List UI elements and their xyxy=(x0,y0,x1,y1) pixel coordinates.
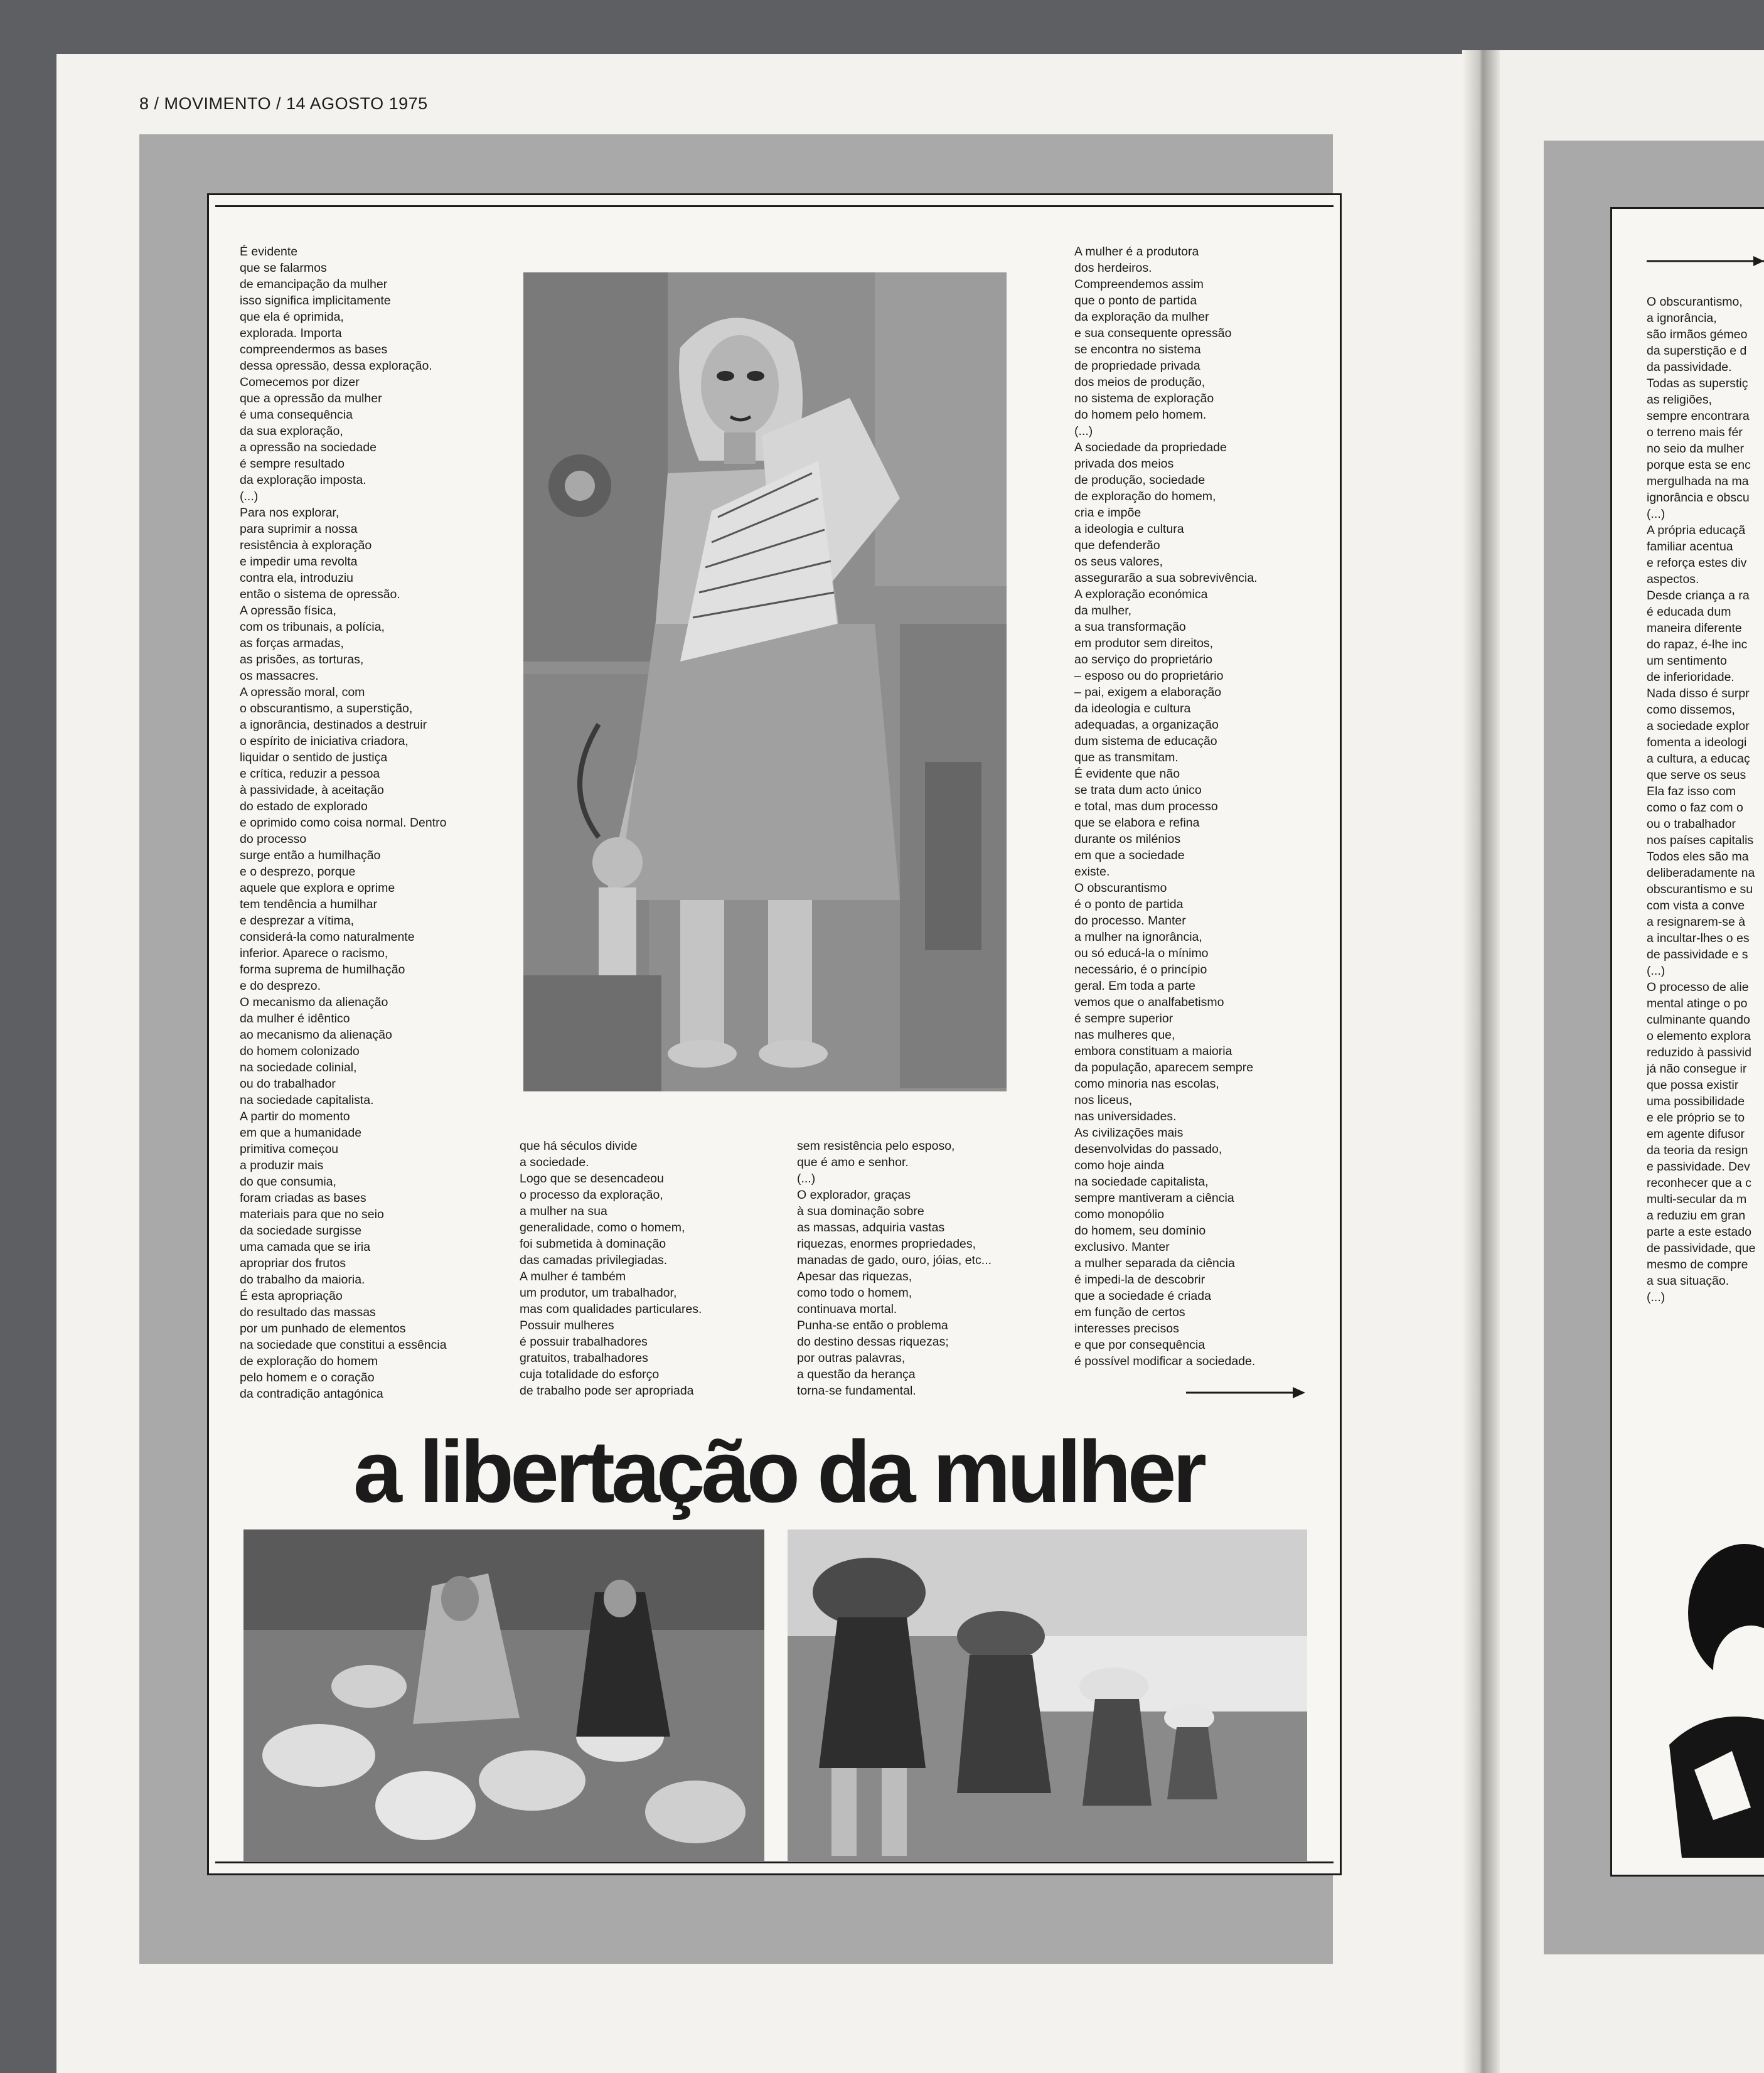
text-line: gratuitos, trabalhadores xyxy=(520,1351,648,1365)
text-line: continuava mortal. xyxy=(797,1302,897,1316)
text-line: do homem pelo homem. xyxy=(1074,408,1207,422)
text-line: que possa existir xyxy=(1647,1078,1739,1092)
text-line: explorada. Importa xyxy=(240,326,342,340)
text-line: a mulher na ignorância, xyxy=(1074,930,1202,944)
text-line: a reduziu em gran xyxy=(1647,1209,1746,1223)
text-line: materiais para que no seio xyxy=(240,1208,384,1221)
page-spine xyxy=(1462,50,1500,2073)
text-line: o processo da exploração, xyxy=(520,1188,663,1202)
text-line: uma camada que se iria xyxy=(240,1240,371,1254)
text-line: e ele próprio se to xyxy=(1647,1111,1745,1125)
text-line: que defenderão xyxy=(1074,538,1160,552)
text-line: (...) xyxy=(797,1172,816,1186)
mural-illustration xyxy=(523,272,1007,1091)
text-line: a sociedade. xyxy=(520,1155,589,1169)
text-line: da exploração da mulher xyxy=(1074,310,1209,324)
article-title: a libertação da mulher xyxy=(353,1422,1204,1521)
text-line: como monopólio xyxy=(1074,1208,1165,1221)
text-line: e reforça estes div xyxy=(1647,556,1747,570)
text-line: e desprezar a vítima, xyxy=(240,914,355,928)
text-line: da contradição antagónica xyxy=(240,1387,383,1401)
text-line: o elemento explora xyxy=(1647,1029,1751,1043)
text-line: do estado de explorado xyxy=(240,800,368,813)
text-line: a ideologia e cultura xyxy=(1074,522,1184,536)
text-line: que a opressão da mulher xyxy=(240,392,382,405)
text-line: – esposo ou do proprietário xyxy=(1074,669,1224,683)
text-line: da superstição e d xyxy=(1647,344,1747,358)
text-line: como o faz com o xyxy=(1647,801,1743,815)
text-line: pelo homem e o coração xyxy=(240,1371,375,1385)
text-line: da sociedade surgisse xyxy=(240,1224,362,1238)
text-line: Desde criança a ra xyxy=(1647,589,1750,603)
text-line: do homem, seu domínio xyxy=(1074,1224,1206,1238)
text-line: Apesar das riquezas, xyxy=(797,1270,912,1283)
text-line: privada dos meios xyxy=(1074,457,1174,471)
text-line: (...) xyxy=(240,490,259,503)
text-line: generalidade, como o homem, xyxy=(520,1221,685,1235)
text-line: mesmo de compre xyxy=(1647,1258,1748,1272)
text-line: a ignorância, xyxy=(1647,311,1717,325)
text-line: geral. Em toda a parte xyxy=(1074,979,1195,993)
text-line: do trabalho da maioria. xyxy=(240,1273,365,1287)
text-line: em que a humanidade xyxy=(240,1126,362,1140)
text-line: e impedir uma revolta xyxy=(240,555,358,569)
text-line: em que a sociedade xyxy=(1074,849,1185,862)
text-line: Logo que se desencadeou xyxy=(520,1172,664,1186)
text-line: A mulher é a produtora xyxy=(1074,245,1199,259)
text-line: ou o trabalhador xyxy=(1647,817,1736,831)
text-line: e oprimido como coisa normal. Dentro xyxy=(240,816,447,830)
text-line: A mulher é também xyxy=(520,1270,626,1283)
text-line: isso significa implicitamente xyxy=(240,294,391,308)
text-line: o obscurantismo, a superstição, xyxy=(240,702,413,715)
text-line: que as transmitam. xyxy=(1074,751,1179,764)
text-line: e passividade. Dev xyxy=(1647,1160,1750,1174)
text-line: é sempre resultado xyxy=(240,457,345,471)
text-line: as forças armadas, xyxy=(240,636,344,650)
text-line: de emancipação da mulher xyxy=(240,277,388,291)
text-line: é sempre superior xyxy=(1074,1012,1173,1026)
right-page-photo xyxy=(1657,1544,1764,1858)
text-line: O explorador, graças xyxy=(797,1188,911,1202)
text-line: do processo. Manter xyxy=(1074,914,1186,928)
text-line: é educada dum xyxy=(1647,605,1731,619)
text-line: A opressão física, xyxy=(240,604,336,618)
text-line: O processo de alie xyxy=(1647,980,1749,994)
text-line: que é amo e senhor. xyxy=(797,1155,909,1169)
text-line: Possuir mulheres xyxy=(520,1319,614,1332)
text-line: como todo o homem, xyxy=(797,1286,912,1300)
text-line: reconhecer que a c xyxy=(1647,1176,1751,1190)
text-line: na sociedade que constitui a essência xyxy=(240,1338,447,1352)
text-line: nos liceus, xyxy=(1074,1093,1133,1107)
text-line: apropriar dos frutos xyxy=(240,1256,346,1270)
text-line: ao serviço do proprietário xyxy=(1074,653,1213,667)
text-line: da passividade. xyxy=(1647,360,1732,374)
text-line: O obscurantismo xyxy=(1074,881,1167,895)
text-line: cuja totalidade do esforço xyxy=(520,1368,660,1381)
text-line: é possível modificar a sociedade. xyxy=(1074,1354,1256,1368)
text-line: em função de certos xyxy=(1074,1305,1185,1319)
text-line: (...) xyxy=(1647,507,1665,521)
text-line: da mulher, xyxy=(1074,604,1132,618)
text-line: foram criadas as bases xyxy=(240,1191,366,1205)
text-line: a resignarem-se à xyxy=(1647,915,1746,929)
text-line: do rapaz, é-lhe inc xyxy=(1647,638,1748,651)
right-page-column xyxy=(1647,294,1764,1305)
text-line: A partir do momento xyxy=(240,1110,350,1123)
text-line: a sociedade explor xyxy=(1647,719,1750,733)
text-line: de propriedade privada xyxy=(1074,359,1200,373)
text-line: É esta apropriação xyxy=(240,1289,343,1303)
text-line: surge então a humilhação xyxy=(240,849,381,862)
text-line: compreendermos as bases xyxy=(240,343,388,356)
text-line: ao mecanismo da alienação xyxy=(240,1028,392,1042)
text-line: uma possibilidade xyxy=(1647,1095,1745,1108)
text-line: mental atinge o po xyxy=(1647,997,1748,1010)
text-line: no sistema de exploração xyxy=(1074,392,1214,405)
text-line: da teoria da resign xyxy=(1647,1144,1748,1157)
text-line: da mulher é idêntico xyxy=(240,1012,350,1026)
text-line: A opressão moral, com xyxy=(240,685,365,699)
photo-women-carrying-baskets xyxy=(788,1529,1307,1862)
text-line: as religiões, xyxy=(1647,393,1713,407)
text-line: interesses precisos xyxy=(1074,1322,1179,1336)
text-line: Compreendemos assim xyxy=(1074,277,1204,291)
text-line: das camadas privilegiadas. xyxy=(520,1253,668,1267)
text-line: os seus valores, xyxy=(1074,555,1163,569)
text-line: primitiva começou xyxy=(240,1142,339,1156)
text-line: da ideologia e cultura xyxy=(1074,702,1191,715)
text-line: As civilizações mais xyxy=(1074,1126,1184,1140)
text-line: aspectos. xyxy=(1647,572,1699,586)
text-line: liquidar o sentido de justiça xyxy=(240,751,388,764)
article-column-2 xyxy=(520,1138,702,1399)
text-line: A exploração económica xyxy=(1074,587,1208,601)
text-line: Para nos explorar, xyxy=(240,506,339,520)
text-line: do que consumia, xyxy=(240,1175,336,1189)
text-line: durante os milénios xyxy=(1074,832,1181,846)
text-line: como hoje ainda xyxy=(1074,1159,1165,1172)
text-line: torna-se fundamental. xyxy=(797,1384,916,1398)
text-line: se encontra no sistema xyxy=(1074,343,1201,356)
text-line: foi submetida à dominação xyxy=(520,1237,666,1251)
text-line: por outras palavras, xyxy=(797,1351,906,1365)
text-line: com vista a conve xyxy=(1647,899,1745,913)
text-line: O obscurantismo, xyxy=(1647,295,1743,309)
text-line: a incultar-lhes o es xyxy=(1647,931,1750,945)
text-line: embora constituam a maioria xyxy=(1074,1044,1232,1058)
text-line: sempre mantiveram a ciência xyxy=(1074,1191,1234,1205)
text-line: os massacres. xyxy=(240,669,319,683)
text-line: o espírito de iniciativa criadora, xyxy=(240,734,409,748)
text-line: Punha-se então o problema xyxy=(797,1319,948,1332)
right-arrow-icon xyxy=(1647,254,1764,269)
text-line: na sociedade colinial, xyxy=(240,1061,357,1074)
text-line: – pai, exigem a elaboração xyxy=(1074,685,1222,699)
text-line: dos meios de produção, xyxy=(1074,375,1205,389)
text-line: assegurarão a sua sobrevivência. xyxy=(1074,571,1258,585)
text-line: em produtor sem direitos, xyxy=(1074,636,1214,650)
text-line: maneira diferente xyxy=(1647,621,1742,635)
article-column-1 xyxy=(240,244,447,1402)
text-line: (...) xyxy=(1647,1290,1665,1304)
text-line: de passividade e s xyxy=(1647,948,1748,962)
article-column-3 xyxy=(797,1138,992,1399)
text-line: e crítica, reduzir a pessoa xyxy=(240,767,380,781)
text-line: contra ela, introduziu xyxy=(240,571,354,585)
text-line: resistência à exploração xyxy=(240,538,372,552)
text-line: É evidente que não xyxy=(1074,767,1180,781)
text-line: da sua exploração, xyxy=(240,424,343,438)
text-line: multi-secular da m xyxy=(1647,1192,1747,1206)
text-line: é impedi-la de descobrir xyxy=(1074,1273,1205,1287)
text-line: tem tendência a humilhar xyxy=(240,897,377,911)
text-line: nos países capitalis xyxy=(1647,833,1754,847)
text-line: nas mulheres que, xyxy=(1074,1028,1175,1042)
text-line: no seio da mulher xyxy=(1647,442,1745,456)
text-line: como dissemos, xyxy=(1647,703,1735,717)
text-line: ou do trabalhador xyxy=(240,1077,336,1091)
text-line: de exploração do homem xyxy=(240,1354,378,1368)
text-line: como minoria nas escolas, xyxy=(1074,1077,1219,1091)
text-line: e total, mas dum processo xyxy=(1074,800,1218,813)
text-line: as prisões, as torturas, xyxy=(240,653,364,667)
text-line: que há séculos divide xyxy=(520,1139,638,1153)
text-line: o terreno mais fér xyxy=(1647,426,1743,439)
text-line: que ela é oprimida, xyxy=(240,310,344,324)
text-line: forma suprema de humilhação xyxy=(240,963,405,977)
text-line: vemos que o analfabetismo xyxy=(1074,995,1224,1009)
text-line: por um punhado de elementos xyxy=(240,1322,406,1336)
text-line: em agente difusor xyxy=(1647,1127,1745,1141)
text-line: (...) xyxy=(1074,424,1093,438)
text-line: Todos eles são ma xyxy=(1647,850,1749,864)
text-line: dum sistema de educação xyxy=(1074,734,1217,748)
text-line: aquele que explora e oprime xyxy=(240,881,395,895)
text-line: de inferioridade. xyxy=(1647,670,1735,684)
text-line: de passividade, que xyxy=(1647,1241,1756,1255)
text-line: com os tribunais, a polícia, xyxy=(240,620,385,634)
text-line: que serve os seus xyxy=(1647,768,1746,782)
text-line: porque esta se enc xyxy=(1647,458,1751,472)
text-line: de produção, sociedade xyxy=(1074,473,1205,487)
text-line: já não consegue ir xyxy=(1647,1062,1747,1076)
text-line: se trata dum acto único xyxy=(1074,783,1202,797)
text-line: do processo xyxy=(240,832,307,846)
text-line: de exploração do homem, xyxy=(1074,490,1216,503)
text-line: que se falarmos xyxy=(240,261,327,275)
text-line: na sociedade capitalista, xyxy=(1074,1175,1209,1189)
text-line: do destino dessas riquezas; xyxy=(797,1335,949,1349)
text-line: fomenta a ideologi xyxy=(1647,736,1747,749)
text-line: é uma consequência xyxy=(240,408,353,422)
text-line: a ignorância, destinados a destruir xyxy=(240,718,427,732)
text-line: riquezas, enormes propriedades, xyxy=(797,1237,976,1251)
text-line: mergulhada na ma xyxy=(1647,474,1749,488)
article-column-4 xyxy=(1074,244,1258,1369)
text-line: É evidente xyxy=(240,245,298,259)
text-line: desenvolvidas do passado, xyxy=(1074,1142,1222,1156)
text-line: a sua situação. xyxy=(1647,1274,1729,1288)
text-line: que a sociedade é criada xyxy=(1074,1289,1211,1303)
text-line: necessário, é o princípio xyxy=(1074,963,1207,977)
text-line: a mulher separada da ciência xyxy=(1074,1256,1235,1270)
text-line: deliberadamente na xyxy=(1647,866,1755,880)
text-line: para suprimir a nossa xyxy=(240,522,358,536)
text-line: dos herdeiros. xyxy=(1074,261,1152,275)
text-line: do resultado das massas xyxy=(240,1305,376,1319)
text-line: da exploração imposta. xyxy=(240,473,366,487)
text-line: a produzir mais xyxy=(240,1159,324,1172)
text-line: Todas as superstiç xyxy=(1647,377,1748,390)
text-line: que se elabora e refina xyxy=(1074,816,1200,830)
text-line: a opressão na sociedade xyxy=(240,441,377,454)
text-line: dessa opressão, dessa exploração. xyxy=(240,359,432,373)
text-line: à sua dominação sobre xyxy=(797,1204,924,1218)
text-line: cria e impõe xyxy=(1074,506,1141,520)
text-line: da população, aparecem sempre xyxy=(1074,1061,1254,1074)
text-line: parte a este estado xyxy=(1647,1225,1751,1239)
text-line: e do desprezo. xyxy=(240,979,321,993)
text-line: (...) xyxy=(1647,964,1665,978)
text-line: e sua consequente opressão xyxy=(1074,326,1232,340)
text-line: do homem colonizado xyxy=(240,1044,360,1058)
text-line: inferior. Aparece o racismo, xyxy=(240,946,388,960)
text-line: Comecemos por dizer xyxy=(240,375,360,389)
text-line: então o sistema de opressão. xyxy=(240,587,400,601)
text-line: é possuir trabalhadores xyxy=(520,1335,648,1349)
text-line: Ela faz isso com xyxy=(1647,785,1736,798)
text-line: a cultura, a educaç xyxy=(1647,752,1750,766)
text-line: nas universidades. xyxy=(1074,1110,1177,1123)
text-line: A sociedade da propriedade xyxy=(1074,441,1227,454)
text-line: culminante quando xyxy=(1647,1013,1750,1027)
text-line: a mulher na sua xyxy=(520,1204,607,1218)
text-line: um sentimento xyxy=(1647,654,1727,668)
text-line: a questão da herança xyxy=(797,1368,916,1381)
text-line: à passividade, à aceitação xyxy=(240,783,384,797)
text-line: ou só educá-la o mínimo xyxy=(1074,946,1209,960)
text-line: na sociedade capitalista. xyxy=(240,1093,374,1107)
text-line: adequadas, a organização xyxy=(1074,718,1219,732)
text-line: A própria educaçã xyxy=(1647,523,1746,537)
text-line: O mecanismo da alienação xyxy=(240,995,388,1009)
text-line: manadas de gado, ouro, jóias, etc... xyxy=(797,1253,992,1267)
continue-arrow-icon xyxy=(1186,1383,1305,1402)
text-line: ignorância e obscu xyxy=(1647,491,1750,505)
text-line: mas com qualidades particulares. xyxy=(520,1302,702,1316)
photo-shepherdesses xyxy=(243,1529,764,1862)
text-line: considerá-la como naturalmente xyxy=(240,930,415,944)
text-line: é o ponto de partida xyxy=(1074,897,1184,911)
text-line: e o desprezo, porque xyxy=(240,865,356,879)
text-line: reduzido à passivid xyxy=(1647,1046,1751,1059)
text-line: que o ponto de partida xyxy=(1074,294,1197,308)
text-line: as massas, adquiria vastas xyxy=(797,1221,945,1235)
text-line: existe. xyxy=(1074,865,1110,879)
text-line: um produtor, um trabalhador, xyxy=(520,1286,677,1300)
text-line: exclusivo. Manter xyxy=(1074,1240,1170,1254)
text-line: obscurantismo e su xyxy=(1647,882,1753,896)
text-line: familiar acentua xyxy=(1647,540,1733,554)
text-line: são irmãos gémeo xyxy=(1647,328,1748,341)
text-line: e que por consequência xyxy=(1074,1338,1205,1352)
text-line: sem resistência pelo esposo, xyxy=(797,1139,955,1153)
text-line: sempre encontrara xyxy=(1647,409,1750,423)
page-header: 8 / MOVIMENTO / 14 AGOSTO 1975 xyxy=(139,94,428,113)
text-line: Nada disso é surpr xyxy=(1647,687,1750,700)
text-line: a sua transformação xyxy=(1074,620,1186,634)
text-line: de trabalho pode ser apropriada xyxy=(520,1384,694,1398)
